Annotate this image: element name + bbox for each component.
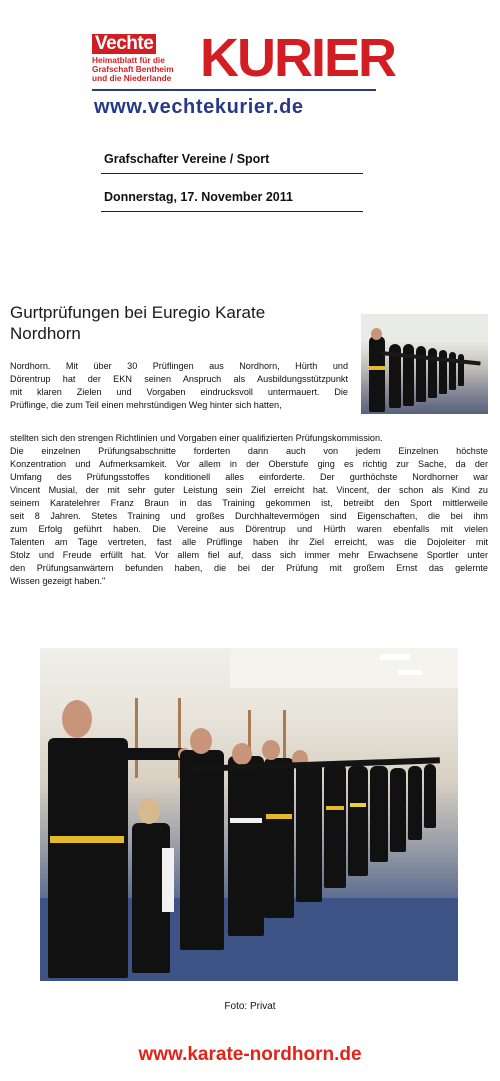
text-line: Talenten am Tage vertreten, fast alle Prüflinge haben ihr Ziel erreicht, was die Dojoleiter mit (10, 537, 488, 547)
text-line: Vincent Musial, der mit sehr guter Leistung sein Ziel erreicht hat. Vincent, der schon als Kind zu (10, 485, 488, 495)
karateka-figure (296, 762, 322, 902)
divider (101, 173, 363, 174)
text-line: Wissen gezeigt haben." (10, 576, 106, 586)
text-line: Nordhorn. Mit über 30 Prüflingen aus Nordhorn, Hürth und (10, 361, 348, 371)
ceiling-light (398, 670, 422, 675)
text-line: Prüflinge, die zum Teil einen mehrstündigen Weg hinter sich hatten, (10, 400, 282, 410)
ceiling-light (380, 654, 410, 660)
tagline-line: Grafschaft Bentheim (92, 64, 174, 74)
karateka-figure (324, 764, 346, 888)
article-main-photo (40, 648, 458, 981)
text-line: Konzentration und Aufmerksamkeit. Vor allem in der Oberstufe ging es richtig zur Sache, da der (10, 459, 488, 469)
text-line: Umfang des Prüfungsstoffes konditionell alles einforderte. Der gurthöchste Nordhorner war (10, 472, 488, 482)
text-line: zum Erfolg geführt haben. Die Vereine aus Dörentrup und Hürth waren ebenfalls mit vielen (10, 524, 488, 534)
karateka-figure (424, 764, 436, 828)
child-head (138, 798, 160, 824)
karateka-figure (228, 756, 264, 936)
tagline-line: und die Niederlande (92, 73, 172, 83)
text-line: seinem Karatelehrer Franz Braun in das Training gekommen ist, betreibt den Sport mittlerweile (10, 498, 488, 508)
yellow-belt (50, 836, 124, 843)
text-line: Stolz und Freude erfüllt hat. Vor allem fiel auf, dass sich immer mehr Erwachsene Sportler unter (10, 550, 488, 560)
logo-vechte: Vechte (92, 34, 156, 54)
white-belt (230, 818, 262, 823)
karateka-head (232, 743, 252, 765)
yellow-belt (350, 803, 366, 807)
yellow-belt (326, 806, 344, 810)
karateka-figure (408, 766, 422, 840)
article-thumbnail-photo (361, 314, 488, 414)
karateka-figure (264, 758, 294, 918)
karateka-figure (369, 336, 385, 412)
publication-date: Donnerstag, 17. November 2011 (104, 190, 293, 204)
footer-website-link[interactable]: www.karate-nordhorn.de (138, 1044, 362, 1065)
karateka-figure (370, 766, 388, 862)
masthead-rule (92, 89, 376, 91)
text-line: seit 8 Jahren. Stetes Training und großes Durchhaltevermögen sind Eigenschaften, die bei ihm (10, 511, 488, 521)
tagline-line: Heimatblatt für die (92, 55, 165, 65)
article-body (10, 432, 488, 588)
karateka-head (371, 328, 382, 340)
extended-arm (110, 748, 188, 760)
karateka-figure (348, 766, 368, 876)
ceiling (230, 648, 458, 688)
newspaper-masthead (92, 28, 396, 129)
belt (369, 366, 385, 370)
text-line: mit klaren Zielen und Vorgaben eindrucksvoll untermauert. Die (10, 387, 348, 397)
karateka-head (62, 700, 92, 738)
section-label: Grafschafter Vereine / Sport (104, 152, 270, 166)
text-line: Dörentrup hat der EKN seinen Anspruch als Ausbildungsstützpunkt (10, 374, 348, 384)
karateka-head (262, 740, 280, 760)
article-intro (10, 360, 348, 412)
karateka-figure (180, 750, 224, 950)
logo-tagline (92, 56, 198, 83)
divider (101, 211, 363, 212)
photo-caption: Foto: Privat (224, 1001, 276, 1012)
text-line: Die einzelnen Prüfungsabschnitte forderten dann auch von jedem Einzelnen höchste (10, 446, 488, 456)
text-line: stellten sich den strengen Richtlinien und Vorgaben einer qualifizierten Prüfungskommission. (10, 433, 383, 443)
logo-kurier: KURIER (200, 28, 396, 88)
article-title: Gurtprüfungen bei Euregio Karate Nordhorn (10, 303, 266, 343)
wall-bars (135, 698, 181, 778)
text-line: den Prüfungsanwärtern befunden haben, die bei der Prüfung mit großem Ernst das gelernte (10, 563, 488, 573)
masthead-url: www.vechtekurier.de (94, 96, 304, 118)
yellow-belt (266, 814, 292, 819)
karateka-head (190, 728, 212, 754)
karateka-figure (48, 738, 128, 978)
white-belt (162, 848, 174, 912)
karateka-figure (390, 768, 406, 852)
